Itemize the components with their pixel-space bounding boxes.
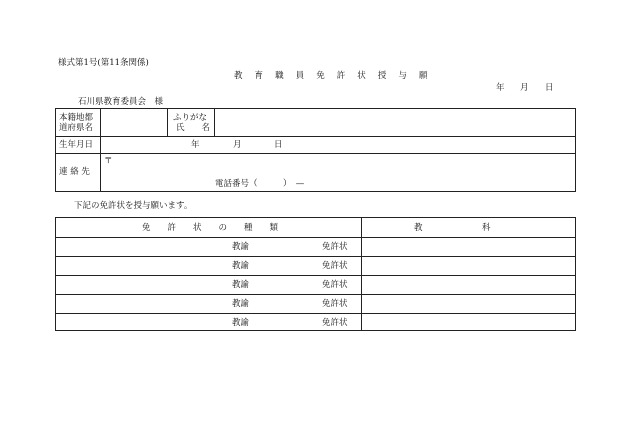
license-suffix: 免許状	[322, 261, 348, 271]
license-suffix: 免許状	[322, 299, 348, 309]
contact-field[interactable]	[101, 154, 575, 191]
contact-label: 連 絡 先	[59, 167, 90, 177]
form-title: 教 育 職 員 免 許 状 授 与 願	[234, 71, 433, 81]
date-day: 日	[545, 83, 554, 93]
subject-field[interactable]	[362, 257, 575, 274]
domicile-label-line2: 道府県名	[59, 123, 94, 133]
birth-day-unit: 日	[274, 140, 283, 150]
postal-mark: 〒	[104, 156, 113, 166]
addressee: 石川県教育委員会 様	[78, 97, 164, 107]
domicile-field[interactable]	[101, 109, 166, 135]
form-number: 様式第1号(第11条関係)	[58, 58, 149, 68]
date-month: 月	[520, 83, 529, 93]
license-kind: 教諭	[232, 299, 250, 309]
phone-label: 電話番号（ ） —	[215, 179, 305, 189]
birth-year-unit: 年	[191, 140, 200, 150]
license-kind: 教諭	[232, 242, 250, 252]
birth-label: 生年月日	[59, 140, 94, 150]
domicile-label-line1: 本籍地都	[59, 113, 94, 123]
subject-header: 教 科	[414, 223, 491, 233]
license-suffix: 免許状	[322, 318, 348, 328]
subject-field[interactable]	[362, 238, 575, 255]
license-kind: 教諭	[232, 261, 250, 271]
name-field[interactable]	[215, 109, 575, 135]
name-label: 氏 名	[176, 123, 211, 133]
subject-field[interactable]	[362, 295, 575, 312]
domicile-value-divider	[167, 108, 168, 136]
license-kind: 教諭	[232, 280, 250, 290]
license-kind: 教諭	[232, 318, 250, 328]
birth-month-unit: 月	[233, 140, 242, 150]
birth-date-field[interactable]	[101, 137, 575, 152]
license-suffix: 免許状	[322, 280, 348, 290]
request-text: 下記の免許状を授与願います。	[74, 201, 193, 211]
furigana-label: ふりがな	[173, 113, 208, 123]
subject-field[interactable]	[362, 276, 575, 293]
date-year: 年	[496, 83, 505, 93]
license-suffix: 免許状	[322, 242, 348, 252]
license-type-header: 免 許 状 の 種 類	[142, 223, 279, 233]
subject-field[interactable]	[362, 314, 575, 330]
